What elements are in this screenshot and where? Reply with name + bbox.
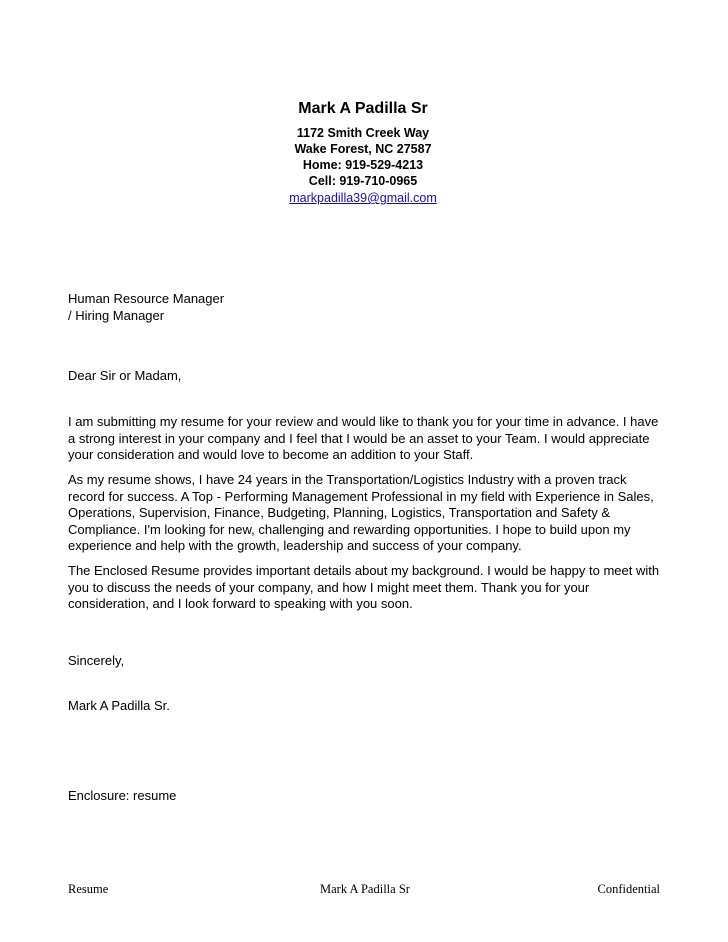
body-paragraph-3: The Enclosed Resume provides important details about my background. I would be happy to meet with you to discuss the needs of your company, and how I might meet them. Thank you for your consideration, and I look forward to speaking with you soon. — [68, 563, 660, 611]
enclosure-note: Enclosure: resume — [68, 788, 177, 803]
footer-center: Mark A Padilla Sr — [320, 882, 410, 896]
salutation: Dear Sir or Madam, — [68, 368, 182, 383]
address-line-2: Wake Forest, NC 27587 — [294, 142, 432, 156]
cell-phone: Cell: 919-710-0965 — [308, 174, 418, 188]
recipient-line-1: Human Resource Manager — [68, 291, 225, 306]
footer-right: Confidential — [597, 882, 660, 896]
address-line-1: 1172 Smith Creek Way — [296, 126, 430, 140]
body-paragraph-2: As my resume shows, I have 24 years in the Transportation/Logistics Industry with a proven track record for success. A Top - Performing Management Professional in my field with Experience in Sales, Operations, Supervision, Finance, Budgeting, Planning, Logistics, Transportation and Safety & Compliance. I'm looking for new, challenging and rewarding opportunities. I hope to build upon my experience and help with the growth, leadership and success of your company. — [68, 472, 654, 553]
email-link[interactable]: markpadilla39@gmail.com — [289, 191, 437, 205]
body-paragraph-1: I am submitting my resume for your review and would like to thank you for your time in advance. I have a strong interest in your company and I feel that I would be an asset to your Team. I would appreciate your consideration and would love to become an addition to your Staff. — [68, 414, 659, 462]
recipient-line-2: / Hiring Manager — [68, 307, 165, 323]
sender-name: Mark A Padilla Sr — [298, 100, 428, 117]
letterhead — [272, 99, 454, 207]
home-phone: Home: 919-529-4213 — [302, 158, 424, 172]
recipient-block — [68, 291, 668, 324]
page-footer — [68, 881, 660, 897]
footer-left: Resume — [68, 882, 109, 896]
signature: Mark A Padilla Sr. — [68, 698, 170, 713]
closing: Sincerely, — [68, 653, 125, 668]
